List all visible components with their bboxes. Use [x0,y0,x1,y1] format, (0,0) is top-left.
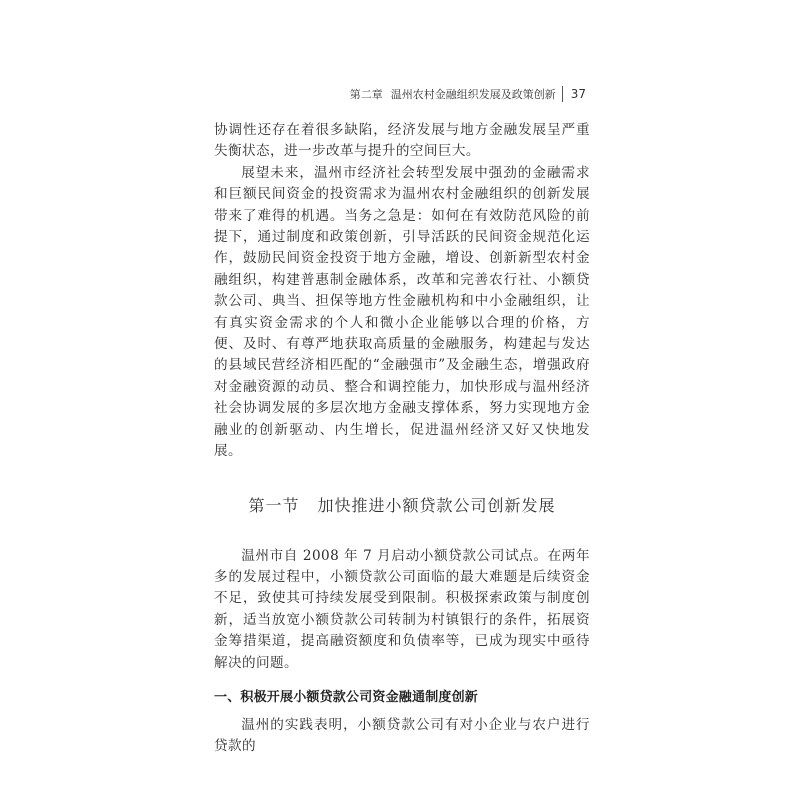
paragraph-3: 温州市自 2008 年 7 月启动小额贷款公司试点。在两年多的发展过程中，小额贷款公司面临的最大难题是后续资金不足，致使其可持续发展受到限制。积极探索政策与制度创新，适当放宽小额贷款公司转制为村镇银行的条件，拓展资金筹措渠道，提高融资额度和负债率等，已成为现实中亟待解决的问题。 [214,547,590,671]
header-divider [562,86,563,102]
section-number: 第一节 [248,495,300,515]
section-title: 加快推进小额贷款公司创新发展 [317,495,556,515]
page-number: 37 [570,87,586,101]
running-header [350,86,586,102]
header-title: 温州农村金融组织发展及政策创新 [390,88,556,101]
paragraph-4: 温州的实践表明，小额贷款公司有对小企业与农户进行贷款的 [214,716,590,755]
subsection-heading: 一、积极开展小额贷款公司资金融通制度创新 [214,689,479,705]
header-chapter: 第二章 [349,88,383,101]
section-heading [214,493,590,516]
paragraph-1: 协调性还存在着很多缺陷，经济发展与地方金融发展呈严重失衡状态，进一步改革与提升的空间巨大。 [214,122,590,160]
page-body [214,120,590,758]
paragraph-2: 展望未来，温州市经济社会转型发展中强劲的金融需求和巨额民间资金的投资需求为温州农村金融组织的创新发展带来了难得的机遇。当务之急是：如何在有效防范风险的前提下，通过制度和政策创新，引导活跃的民间资金规范化运作，鼓励民间资金投资于地方金融，增设、创新新型农村金融组织，构建普惠制金融体系，改革和完善农行社、小额贷款公司、典当、担保等地方性金融机构和中小金融组织，让有真实资金需求的个人和微小企业能够以合理的价格，方便、及时、有尊严地获取高质量的金融服务，构建起与发达的县域民营经济相匹配的“金融强市”及金融生态，增强政府对金融资源的动员、整合和调控能力，加快形成与温州经济社会协调发展的多层次地方金融支撑体系，努力实现地方金融业的创新驱动、内生增长，促进温州经济又好又快地发展。 [214,164,590,460]
